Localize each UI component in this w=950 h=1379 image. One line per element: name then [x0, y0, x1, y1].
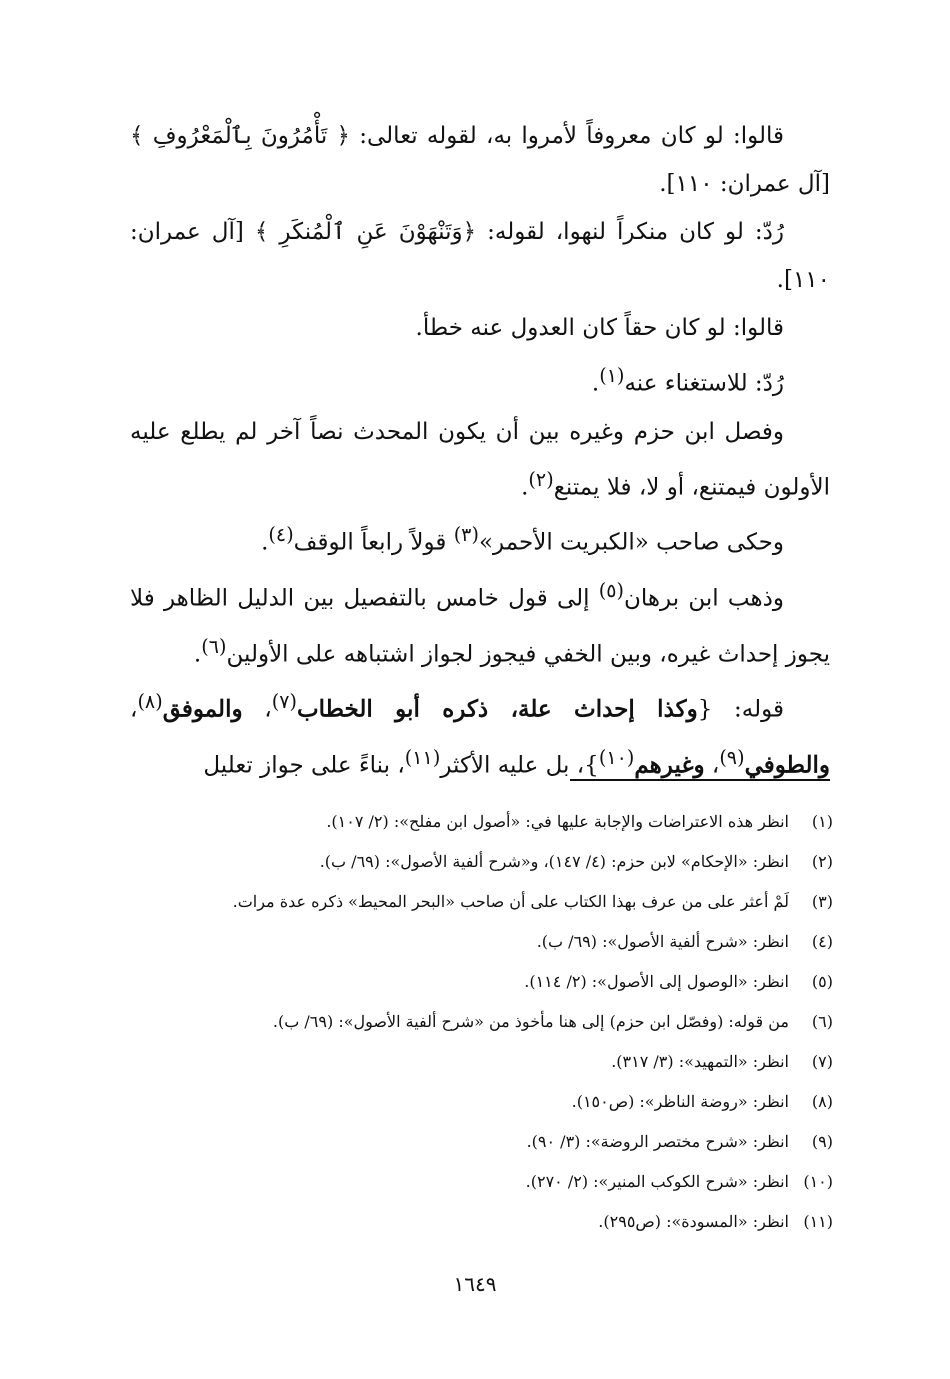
text-span: ،	[704, 752, 720, 779]
footnote-ref[interactable]: (٦)	[201, 634, 227, 658]
footnote-number: (٢)	[811, 852, 833, 871]
footnote-ref[interactable]: (٣)	[453, 523, 479, 547]
footnote-item	[130, 1122, 833, 1162]
paragraph-p5	[130, 408, 830, 512]
text-span: رُدّ: للاستغناء عنه	[624, 370, 784, 397]
footnote-text: انظر: «المسودة»: (ص٢٩٥).	[598, 1212, 789, 1231]
footnote-item	[130, 962, 833, 1002]
text-span: ، بناءً على جواز تعليل	[203, 752, 405, 779]
footnote-ref[interactable]: (١)	[599, 364, 625, 387]
footnote-ref[interactable]: (١٠)	[598, 745, 635, 769]
footnote-text: لَمْ أعثر على من عرف بهذا الكتاب على أن صاحب «البحر المحيط» ذكره عدة مرات.	[232, 892, 789, 911]
bold-text: والطوفي	[744, 751, 830, 779]
footnote-text: انظر هذه الاعتراضات والإجابة عليها في: «أصول ابن مفلح»: (٢/ ١٠٧).	[326, 812, 789, 831]
footnotes	[130, 802, 833, 1242]
footnote-ref[interactable]: (٤)	[268, 523, 294, 547]
footnote-text: انظر: «شرح الكوكب المنير»: (٢/ ٢٧٠).	[525, 1172, 789, 1191]
footnote-item	[130, 1202, 833, 1242]
footnote-number: (٥)	[811, 972, 833, 991]
text-span: ،	[242, 696, 272, 723]
footnote-item	[130, 802, 833, 842]
quran-quote: ﴿وَتَنْهَوْنَ عَنِ ٱلْمُنكَرِ ﴾	[254, 219, 477, 245]
quran-quote: ﴿ تَأْمُرُونَ بِٱلْمَعْرُوفِ ﴾	[130, 123, 351, 149]
bold-text: وكذا إحداث علة، ذكره أبو الخطاب	[296, 695, 698, 723]
footnote-number: (٣)	[811, 892, 833, 911]
footnote-number: (٩)	[811, 1132, 833, 1151]
paragraph-p7	[130, 567, 830, 678]
footnote-item	[130, 882, 833, 922]
text-span: قالوا: لو كان حقاً كان العدول عنه خطأ.	[415, 315, 784, 341]
footnote-text: انظر: «الوصول إلى الأصول»: (٢/ ١١٤).	[524, 972, 789, 991]
text-span: قولاً رابعاً الوقف	[293, 529, 454, 556]
text-span: [آل عمران: ١١٠].	[130, 219, 830, 293]
footnote-number: (٦)	[811, 1012, 833, 1031]
text-span: ،	[130, 696, 138, 723]
footnote-number: (٧)	[811, 1052, 833, 1071]
page-number: ١٦٤٩	[453, 1272, 497, 1296]
text-span: إلى قول خامس بالتفصيل بين الدليل الظاهر فلا يجوز إحداث غيره، وبين الخفي فيجوز لجواز اشتباهه على الأولين	[130, 585, 830, 668]
footnote-ref[interactable]: (٧)	[271, 690, 297, 714]
paragraph-p2	[130, 208, 830, 304]
text-span: .	[521, 474, 529, 501]
paragraph-p3	[130, 304, 830, 352]
paragraph-p4	[130, 352, 830, 408]
footnote-number: (٨)	[811, 1092, 833, 1111]
text-span: وذهب ابن برهان	[624, 585, 784, 612]
footnote-ref[interactable]: (٥)	[598, 578, 625, 602]
footnote-item	[130, 1042, 833, 1082]
bold-text: والموفق	[162, 695, 243, 723]
footnote-ref[interactable]: (٨)	[137, 690, 163, 714]
text-span: وفصل ابن حزم وغيره بين أن يكون المحدث نصاً آخر لم يطلع عليه الأولون فيمتنع، أو لا، فلا يمتنع	[130, 418, 830, 501]
footnote-text: انظر: «التمهيد»: (٣/ ٣١٧).	[611, 1052, 789, 1071]
text-span: قالوا: لو كان معروفاً لأمروا به، لقوله تعالى:	[350, 123, 784, 149]
text-span: [آل عمران: ١١٠].	[659, 171, 830, 197]
footnote-item	[130, 842, 833, 882]
text-span: .	[193, 641, 202, 668]
bold-text: وغيرهم	[634, 751, 705, 779]
footnote-text: انظر: «شرح مختصر الروضة»: (٣/ ٩٠).	[526, 1132, 789, 1151]
footnote-item	[130, 1162, 833, 1202]
footnote-number: (٤)	[811, 932, 833, 951]
footnote-ref[interactable]: (١١)	[404, 745, 441, 769]
text-span: .	[261, 529, 269, 556]
footnote-item	[130, 1082, 833, 1122]
footnote-ref[interactable]: (٢)	[528, 467, 554, 491]
text-span: .	[591, 370, 600, 397]
text-span: وحكى صاحب «الكبريت الأحمر»	[478, 529, 784, 556]
footnote-item	[130, 922, 833, 962]
footnote-number: (١)	[811, 812, 833, 831]
footnote-text: انظر: «الإحكام» لابن حزم: (٤/ ١٤٧)، و«شرح ألفية الأصول»: (٦٩/ ب).	[319, 852, 789, 871]
footnote-text: انظر: «شرح ألفية الأصول»: (٦٩/ ب).	[536, 932, 789, 951]
footnote-number: (١٠)	[803, 1172, 833, 1191]
text-span: }، بل عليه الأكثر	[440, 752, 599, 779]
text-span: قوله: {	[697, 696, 785, 723]
paragraph-p1	[130, 112, 830, 208]
footnote-ref[interactable]: (٩)	[719, 745, 745, 769]
paragraph-p8	[130, 678, 830, 789]
text-span: رُدّ: لو كان منكراً لنهوا، لقوله:	[476, 219, 784, 245]
footnote-number: (١١)	[803, 1212, 833, 1231]
footnote-item	[130, 1002, 833, 1042]
footnote-separator	[570, 779, 830, 781]
footnote-text: من قوله: (وفصّل ابن حزم) إلى هنا مأخوذ من «شرح ألفية الأصول»: (٦٩/ ب).	[272, 1012, 789, 1031]
paragraph-p6	[130, 511, 830, 567]
main-text	[130, 112, 830, 790]
footnote-text: انظر: «روضة الناظر»: (ص١٥٠).	[571, 1092, 789, 1111]
